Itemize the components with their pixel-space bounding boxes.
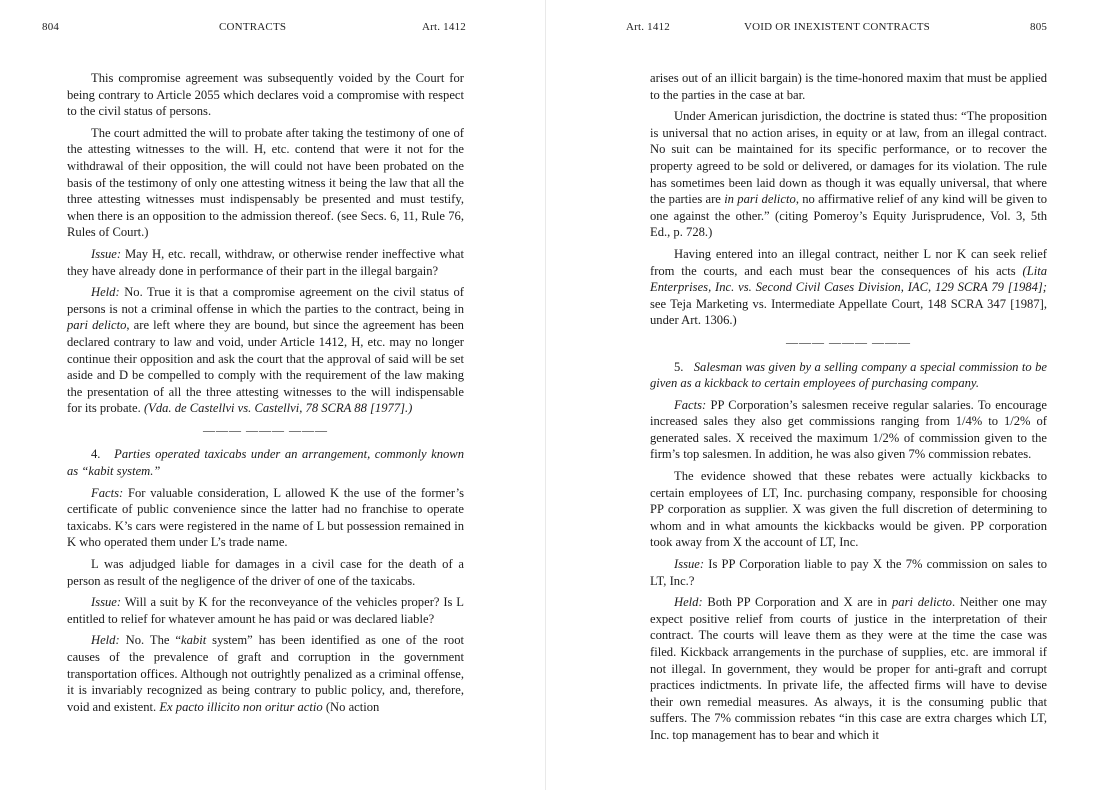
left-page-number: 804 [42,21,60,33]
left-page [0,0,545,790]
issue-label: Issue: [674,557,705,572]
right-running-title: VOID OR INEXISTENT CONTRACTS [744,21,930,33]
paragraph: This compromise agreement was subsequently voided by the Court for being contrary to Article 2055 which declares void a compromise with respect to the civil status of persons. [67,71,464,119]
paragraph-text: Having entered into an illegal contract, neither L nor K can seek relief from the courts, and each must bear the consequences of his acts [650,246,1047,278]
held-text-cont: system” has been identified as one of the root causes of the prevalence of graft and corruption in the government transportation offices. Although not outrightly penalized as a criminal offense, it is invariably recognized as being contrary to public policy, and, therefore, void and existent. [67,633,464,714]
paragraph: The court admitted the will to probate after taking the testimony of one of the attesting witnesses to the will. H, etc. contend that were it not for the withdrawal of their opposition, the will could not have been probated on the basis of the testimony of only one attesting witness it being the law that all the three attesting witnesses must indispensably be presented and must testify, when there is an opposition to the admission thereof. (see Secs. 6, 11, Rule 76, Rules of Court.) [67,125,464,240]
paragraph-text-cont: , no affirmative relief of any kind will be given to one against the other.” (citing Pomeroy’s Equity Jurisprudence, Vol. 3, 5th Ed., p. 728.) [650,192,1048,240]
held-text-cont: , are left where they are bound, but since the agreement has been declared contrary to law and void, under Article 1412, H, etc. may no longer continue their opposition and ask the court that the approval of said will be set aside and D be compelled to comply with the requirement of the law making the presentation of all the three attesting witnesses to the will indispensable for its probate. [67,318,464,416]
held-text: Both PP Corporation and X are in [702,595,892,610]
left-article-label: Art. 1412 [422,21,466,33]
held-label: Held: [91,285,120,300]
held-paragraph [650,594,1047,743]
case-heading [67,446,464,479]
issue-paragraph [67,246,464,279]
held-text: No. The “ [119,633,182,648]
case-title: Parties operated taxicabs under an arrangement, commonly known as “kabit system.” [67,447,464,479]
case-number: 4. [91,447,101,462]
paragraph [650,246,1047,329]
latin-maxim: Ex pacto illicito non oritur actio [159,699,323,714]
facts-text: PP Corporation’s salesmen receive regular salaries. To encourage increased sales they also get commissions ranging from 1/4% to 1/2% of generated sales. X received the maximum 1/2% of commission given to the firm’s top salesmen. In addition, he was also given 7% commission rebates. [650,397,1047,462]
issue-label: Issue: [91,246,122,261]
issue-text: Will a suit by K for the reconveyance of the vehicles proper? Is L entitled to relief for whatever amount he has paid or was declared liable? [67,595,464,626]
held-label: Held: [91,633,120,648]
left-page-body [67,70,464,720]
paragraph [650,108,1047,241]
issue-text: May H, etc. recall, withdraw, or otherwise render ineffective what they have already done in performance of their part in the illegal bargain? [67,246,464,278]
held-label: Held: [674,595,703,610]
issue-paragraph [650,556,1047,589]
italic-term: in pari delicto [724,192,796,207]
paragraph: arises out of an illicit bargain) is the time-honored maxim that must be applied to the parties in the case at bar. [650,71,1047,102]
held-text-end: (No action [322,699,380,714]
right-page [546,0,1114,790]
right-page-number: 805 [1030,21,1048,33]
held-text-cont: . Neither one may expect positive relief from courts of justice in the interpretation of their contract. The courts will leave them as they were at the time the case was filed. Kickback arrangements in the purchase of supplies, etc. are immoral if not illegal. In government, they would be proper for anti-graft and corrupt practices indictments. In private life, the affected firms will have to devise their own remedial measures. As always, it is the consuming public that suffers. The 7% commission rebates “in this case are extra charges which LT, Inc. top management has to bear and which it [650,595,1047,742]
held-paragraph [67,284,464,417]
held-paragraph [67,632,464,715]
paragraph-text-cont: see Teja Marketing vs. Intermediate Appellate Court, 148 SCRA 347 [1987], under Art. 1306.) [650,296,1047,328]
right-article-label: Art. 1412 [626,21,670,33]
facts-label: Facts: [91,485,124,500]
case-number: 5. [674,359,684,374]
paragraph: The evidence showed that these rebates were actually kickbacks to certain employees of LT, Inc. purchasing company, responsible for choosing PP corporation as supplier. X was given the full discretion of determining to whom and in what amounts the kickbacks would be given. PP corporation took away from X the account of LT, Inc. [650,469,1047,550]
facts-label: Facts: [674,397,707,412]
left-running-title: CONTRACTS [219,21,287,33]
paragraph: L was adjudged liable for damages in a civil case for the death of a person as result of the negligence of the driver of one of the taxicabs. [67,557,464,588]
issue-paragraph [67,594,464,627]
issue-label: Issue: [91,595,122,610]
held-italic-term: kabit [181,633,207,648]
held-citation: (Vda. de Castellvi vs. Castellvi, 78 SCRA 88 [1977].) [143,401,413,416]
section-divider: ——— ——— ——— [786,334,911,349]
held-text: No. True it is that a compromise agreement on the civil status of persons is not a criminal offense in which the parties to the contract, being in [67,285,464,316]
facts-paragraph [67,485,464,551]
held-italic-term: pari delicto [891,595,952,610]
issue-text: Is PP Corporation liable to pay X the 7% commission on sales to LT, Inc.? [650,557,1047,588]
case-title: Salesman was given by a selling company a special commission to be given as a kickback to certain employees of purchasing company. [650,359,1047,391]
section-divider: ——— ——— ——— [203,422,328,437]
case-heading [650,359,1047,392]
paragraph-text: Under American jurisdiction, the doctrine is stated thus: “The proposition is universal that no action arises, in equity or at law, from an illegal contract. No suit can be maintained for its specific performance, or to recover the property agreed to be sold or delivered, or damages for its violation. The rule has sometimes been laid down as though it was equally universal, that where the parties are [650,109,1047,207]
facts-text: For valuable consideration, L allowed K the use of the former’s certificate of public convenience since the latter had no franchise to operate taxicabs. K’s cars were registered in the name of L but possession remained in K who operated them under L’s trade name. [67,485,464,550]
case-citation: (Lita Enterprises, Inc. vs. Second Civil Cases Division, IAC, 129 SCRA 79 [1984]; [650,263,1047,295]
facts-paragraph [650,397,1047,463]
right-page-body [650,70,1047,749]
held-italic-term: pari delicto [67,318,127,333]
